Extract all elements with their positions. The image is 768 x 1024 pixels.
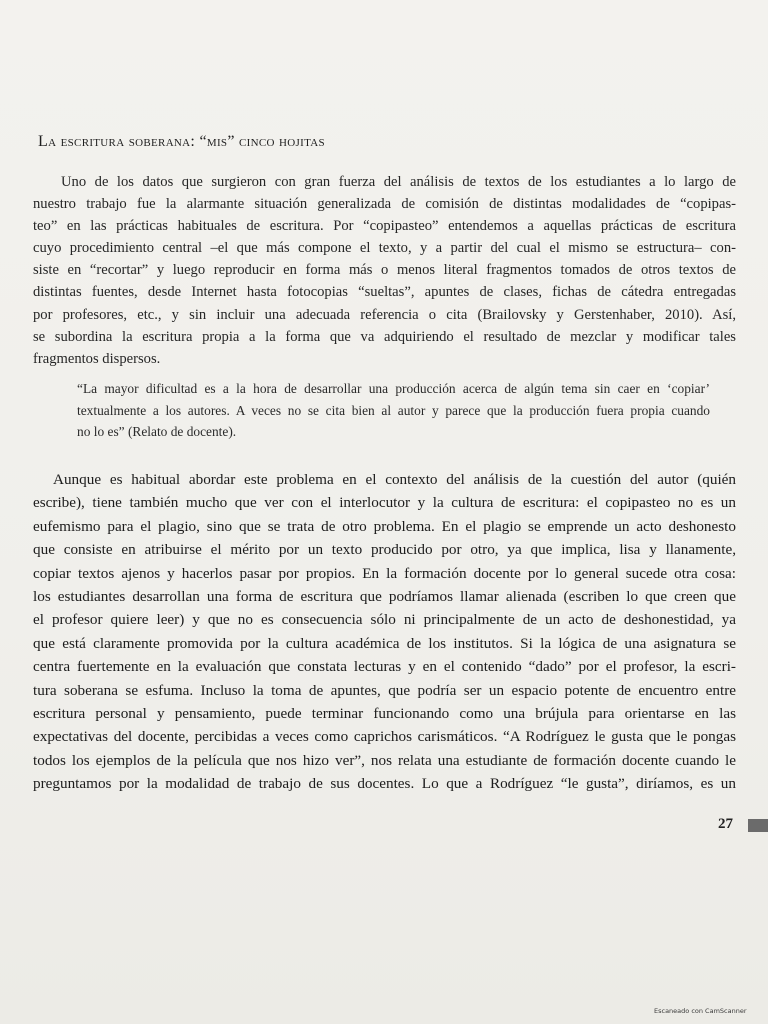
- text-line: Uno de los datos que surgieron con gran fuerza del análisis de textos de los estudiantes a lo largo de: [61, 174, 736, 190]
- text-line: siste en “recortar” y luego reproducir en forma más o menos literal fragmentos tomados de otros textos de: [33, 262, 736, 279]
- text-line: eufemismo para el plagio, sino que se trata de otro problema. En el plagio se emprende un acto deshonesto: [33, 517, 736, 535]
- text-line: que está claramente promovida por la cultura académica de los institutos. Si la lógica de una asignatura se: [33, 634, 736, 652]
- text-line: nuestro trabajo fue la alarmante situación generalizada de comisión de distintas modalidades de “copipas-: [33, 196, 736, 213]
- block-quote: [77, 378, 710, 443]
- text-line: expectativas del docente, percibidas a veces como caprichos carismáticos. “A Rodríguez le gusta que le pongas: [33, 728, 736, 746]
- text-line: tura soberana se esfuma. Incluso la toma de apuntes, que podría ser un espacio potente de encuentro entre: [33, 681, 736, 699]
- text-line: centra fuertemente en la evaluación que constata lecturas y en el contenido “dado” por el profesor, la escri-: [33, 658, 736, 676]
- page-edge-tab: [748, 819, 768, 832]
- text-line: por profesores, etc., y sin incluir una adecuada referencia o cita (Brailovsky y Gerstenhaber, 2010). Así,: [33, 306, 736, 323]
- quote-line: “La mayor dificultad es a la hora de desarrollar una producción acerca de algún tema sin caer en ‘copiar’: [77, 381, 710, 396]
- text-line: escritura personal y pensamiento, puede terminar funcionando como una brújula para orientarse en las: [33, 705, 736, 723]
- text-line: cuyo procedimiento central –el que más compone el texto, y a partir del cual el mismo se estructura– con-: [33, 240, 736, 257]
- quote-line: textualmente a los autores. A veces no se cita bien al autor y parece que la producción fuera propia cuando: [77, 402, 710, 418]
- paragraph-intro: [33, 171, 736, 370]
- page-number: 27: [718, 816, 733, 832]
- text-line: se subordina la escritura propia a la forma que va adquiriendo el resultado de mezclar y modificar tales: [33, 328, 736, 345]
- text-line: copiar textos ajenos y hacerlos pasar por propios. En la formación docente por lo general sucede otra cosa:: [33, 564, 736, 582]
- text-line: preguntamos por la modalidad de trabajo de sus docentes. Lo que a Rodríguez “le gusta”, diríamos, es un: [33, 775, 736, 793]
- scanner-watermark: Escaneado con CamScanner: [654, 1007, 747, 1015]
- text-line: teo” en las prácticas habituales de escritura. Por “copipasteo” entendemos a aquellas prácticas de escritura: [33, 218, 736, 235]
- text-line: los estudiantes desarrollan una forma de escritura que podríamos llamar alienada (escriben lo que creen que: [33, 588, 736, 606]
- paragraph-main: [33, 468, 736, 796]
- text-line: Aunque es habitual abordar este problema en el contexto del análisis de la cuestión del autor (quién: [53, 471, 736, 488]
- text-line: el profesor quiere leer) y que no es consecuencia sólo ni principalmente de un acto de deshonestidad, ya: [33, 611, 736, 629]
- text-line: distintas fuentes, desde Internet hasta fotocopias “sueltas”, apuntes de clases, fichas de cátedra entregadas: [33, 284, 736, 301]
- text-line: que consiste en atribuirse el mérito por un texto producido por otro, ya que implica, lisa y llanamente,: [33, 541, 736, 559]
- quote-line: no lo es” (Relato de docente).: [77, 424, 237, 439]
- text-line: todos los ejemplos de la película que nos hizo ver”, nos relata una estudiante de formación docente cuando le: [33, 751, 736, 769]
- text-line: escribe), tiene también mucho que ver con el interlocutor y la cultura de escritura: el copipasteo no es un: [33, 494, 736, 512]
- section-heading: La escritura soberana: “mis” cinco hojitas: [38, 133, 325, 150]
- text-line: fragmentos dispersos.: [33, 350, 161, 367]
